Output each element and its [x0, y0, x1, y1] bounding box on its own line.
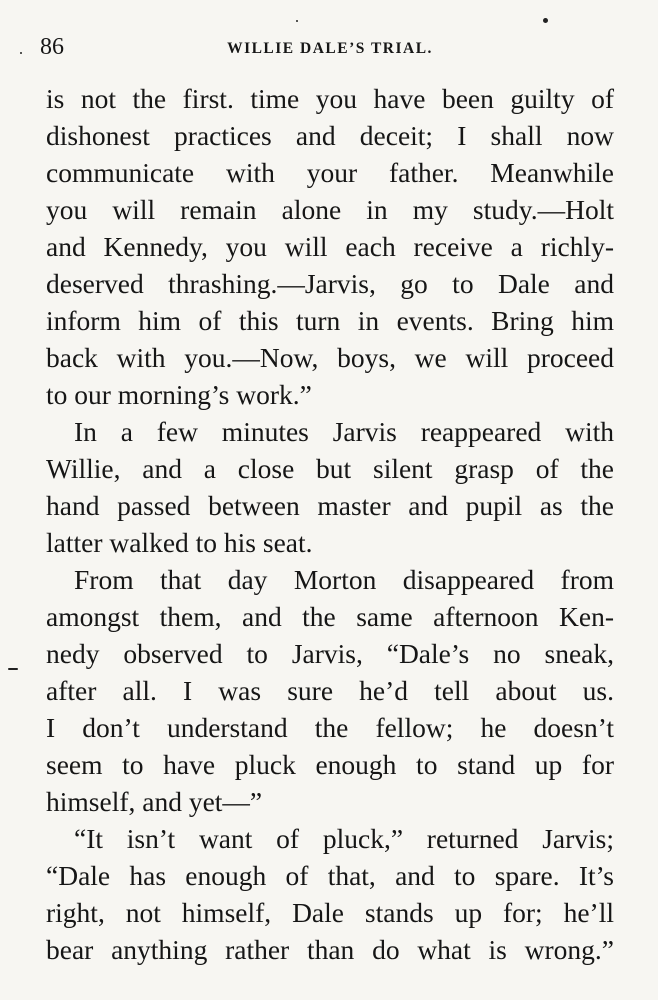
paragraph-3 — [46, 561, 614, 820]
text-line: In a few minutes Jarvis reappeared with — [74, 416, 614, 447]
text-line: dishonest practices and deceit; I shall now — [46, 120, 614, 151]
text-line: after all. I was sure he’d tell about us. — [46, 675, 614, 706]
running-title: WILLIE DALE’S TRIAL. — [227, 40, 433, 57]
text-line: amongst them, and the same afternoon Ken- — [46, 601, 614, 632]
text-line: is not the first. time you have been guilty of — [46, 83, 614, 114]
text-line: to our morning’s work.” — [46, 379, 312, 410]
text-line: nedy observed to Jarvis, “Dale’s no sneak, — [46, 638, 614, 669]
paragraph-4 — [46, 820, 614, 968]
print-speck — [543, 18, 548, 23]
text-line: I don’t understand the fellow; he doesn’t — [46, 712, 614, 743]
text-line: back with you.—Now, boys, we will proceed — [46, 342, 614, 373]
text-line: you will remain alone in my study.—Holt — [46, 194, 614, 225]
text-line: himself, and yet—” — [46, 786, 263, 817]
page-number: 86 — [40, 34, 64, 60]
paragraph-1 — [46, 80, 614, 413]
text-line: right, not himself, Dale stands up for; he’ll — [46, 897, 614, 928]
text-line: latter walked to his seat. — [46, 527, 313, 558]
paragraph-2 — [46, 413, 614, 561]
text-line: hand passed between master and pupil as the — [46, 490, 614, 521]
print-speck — [8, 668, 18, 670]
text-line: and Kennedy, you will each receive a richly- — [46, 231, 614, 262]
text-line: “Dale has enough of that, and to spare. It’s — [46, 860, 614, 891]
text-line: “It isn’t want of pluck,” returned Jarvis; — [74, 823, 614, 854]
body-text — [46, 80, 614, 968]
text-line: seem to have pluck enough to stand up for — [46, 749, 614, 780]
text-line: bear anything rather than do what is wrong.” — [46, 934, 614, 965]
text-line: communicate with your father. Meanwhile — [46, 157, 614, 188]
text-line: inform him of this turn in events. Bring him — [46, 305, 614, 336]
text-line: Willie, and a close but silent grasp of the — [46, 453, 614, 484]
print-speck — [20, 52, 22, 54]
page-header — [40, 30, 620, 66]
print-speck — [296, 20, 298, 22]
text-line: From that day Morton disappeared from — [74, 564, 614, 595]
text-line: deserved thrashing.—Jarvis, go to Dale and — [46, 268, 614, 299]
